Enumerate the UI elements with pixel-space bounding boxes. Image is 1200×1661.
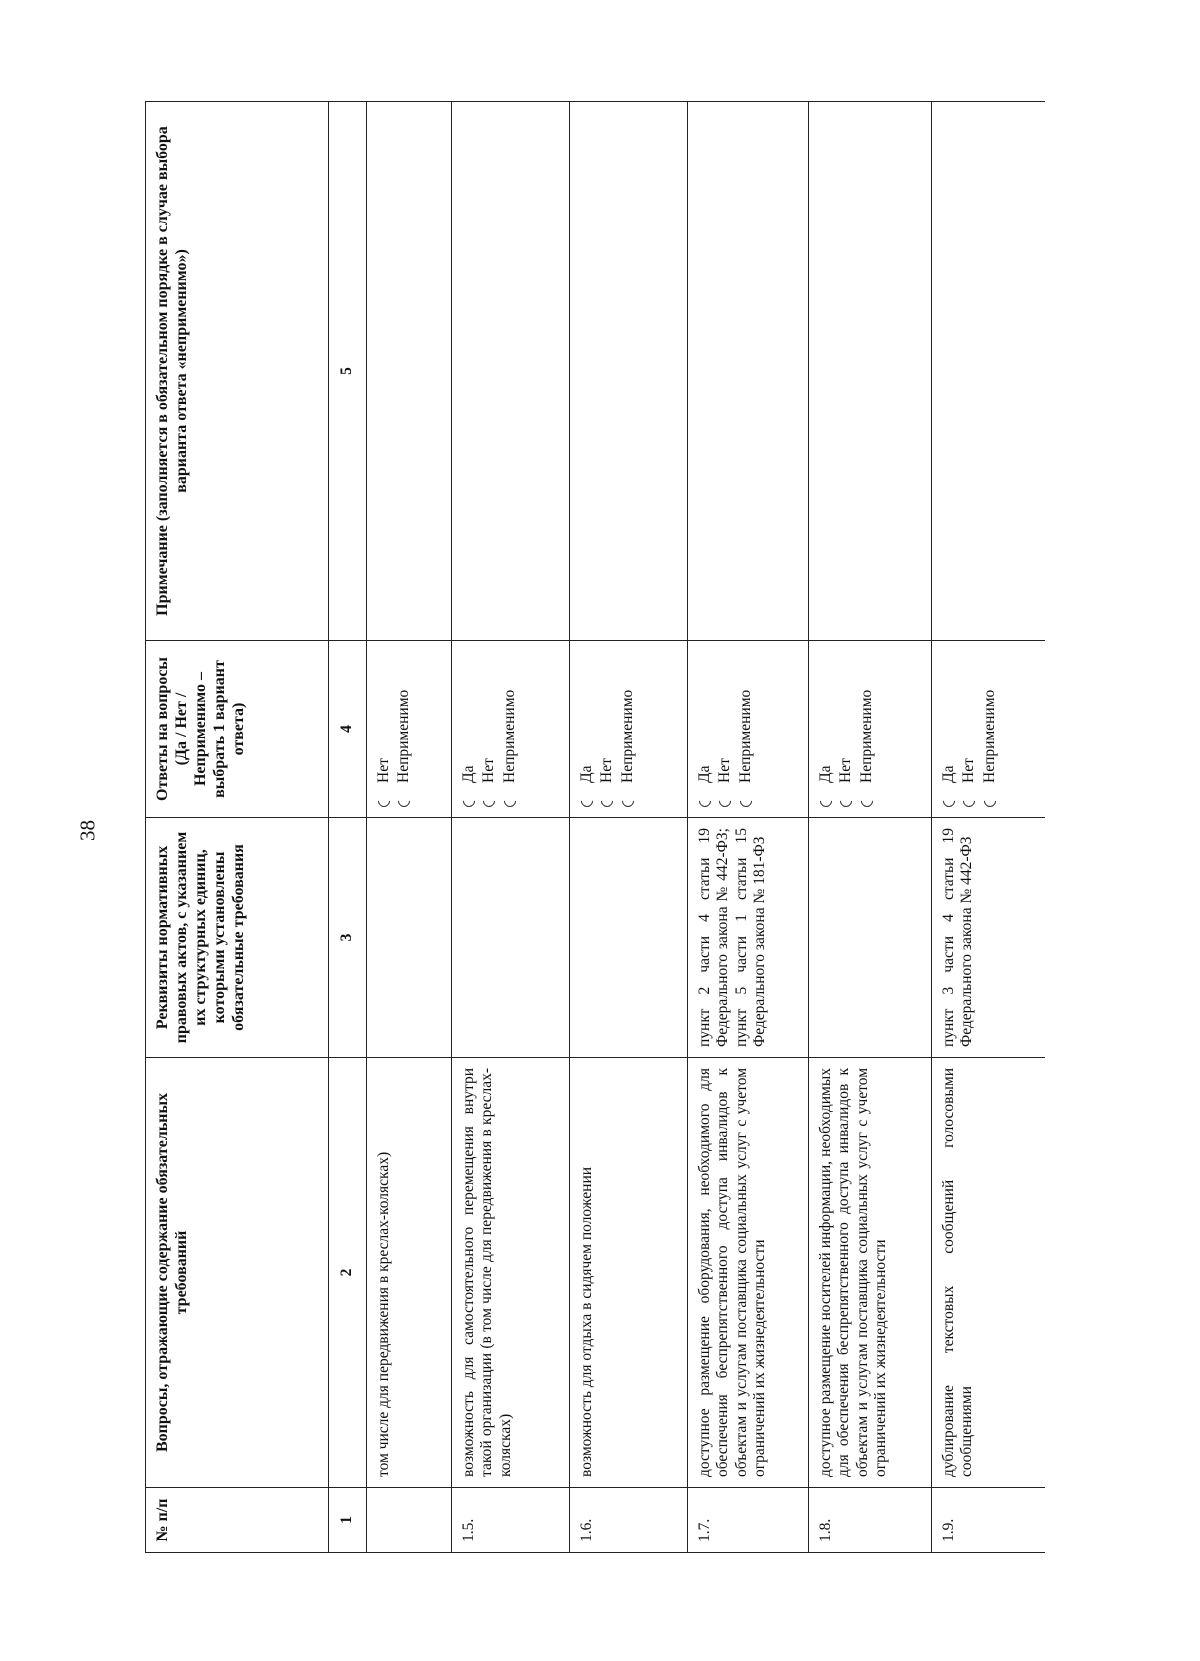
reference-text xyxy=(809,818,932,1058)
header-row xyxy=(146,102,329,1553)
answer-option[interactable] xyxy=(817,651,835,807)
radio-icon[interactable] xyxy=(858,793,875,810)
column-number-row xyxy=(329,102,367,1553)
radio-icon[interactable] xyxy=(599,793,616,810)
page-number: 38 xyxy=(75,820,100,841)
table-row xyxy=(452,102,570,1553)
header-question: Вопросы, отражающие содержание обязательных требований xyxy=(146,1058,329,1488)
header-answer: Ответы на вопросы (Да / Нет / Неприменимо – выбрать 1 вариант ответа) xyxy=(146,641,329,818)
row-number: 1.9. xyxy=(932,1488,1046,1553)
answer-option[interactable] xyxy=(737,651,755,807)
radio-icon[interactable] xyxy=(697,793,714,810)
row-number: 1.8. xyxy=(809,1488,932,1553)
question-text: дублирование текстовых сообщений голосовыми сообщениями xyxy=(932,1058,1046,1488)
row-number: 1.6. xyxy=(570,1488,688,1553)
answer-option[interactable] xyxy=(395,651,413,807)
radio-icon[interactable] xyxy=(481,793,498,810)
header-number: № п/п xyxy=(146,1488,329,1553)
answer-options xyxy=(809,641,932,818)
column-number: 1 xyxy=(329,1488,367,1553)
note-cell[interactable] xyxy=(932,102,1046,641)
answer-label: Нет xyxy=(375,758,392,783)
header-reference: Реквизиты нормативных правовых актов, с указанием их структурных единиц, которыми установлены обязательные требования xyxy=(146,818,329,1058)
note-cell[interactable] xyxy=(367,102,452,641)
answer-option[interactable] xyxy=(716,651,734,807)
radio-icon[interactable] xyxy=(619,793,636,810)
answer-label: Нет xyxy=(837,758,855,783)
table-row xyxy=(367,102,452,1553)
radio-icon[interactable] xyxy=(461,793,478,810)
header-note: Примечание (заполняется в обязательном порядке в случае выбора варианта ответа «неприменимо») xyxy=(146,102,329,641)
answer-label: Неприменимо xyxy=(500,689,518,783)
answer-option[interactable] xyxy=(940,651,958,807)
column-number: 4 xyxy=(329,641,367,818)
row-number: 1.5. xyxy=(452,1488,570,1553)
answer-label: Нет xyxy=(716,758,734,783)
question-text: возможность для самостоятельного перемещения внутри такой организации (в том числе для передвижения в креслах-колясках) xyxy=(452,1058,570,1488)
question-text: доступное размещение оборудования, необходимого для обеспечения беспрепятственного доступа инвалидов к объектам и услугам поставщика социальных услуг с учетом ограничений их жизнедеятельности xyxy=(688,1058,809,1488)
answer-option[interactable] xyxy=(375,651,393,807)
answer-option[interactable] xyxy=(480,651,498,807)
question-text: возможность для отдыха в сидячем положении xyxy=(570,1058,688,1488)
answer-label: Неприменимо xyxy=(618,689,636,783)
answer-label: Да xyxy=(578,765,595,783)
answer-label: Да xyxy=(696,765,713,783)
table-row xyxy=(570,102,688,1553)
answer-option[interactable] xyxy=(858,651,876,807)
answer-option[interactable] xyxy=(598,651,616,807)
page-body xyxy=(145,101,1045,1553)
answer-option[interactable] xyxy=(960,651,978,807)
radio-icon[interactable] xyxy=(981,793,998,810)
column-number: 3 xyxy=(329,818,367,1058)
answer-label: Да xyxy=(940,765,957,783)
answer-options xyxy=(932,641,1046,818)
radio-icon[interactable] xyxy=(961,793,978,810)
radio-icon[interactable] xyxy=(838,793,855,810)
radio-icon[interactable] xyxy=(737,793,754,810)
rotated-table-container xyxy=(145,101,1045,1553)
note-cell[interactable] xyxy=(688,102,809,641)
answer-label: Неприменимо xyxy=(980,689,998,783)
answer-options xyxy=(367,641,452,818)
table-row xyxy=(932,102,1046,1553)
column-number: 2 xyxy=(329,1058,367,1488)
answer-label: Неприменимо xyxy=(395,689,413,783)
reference-text: пункт 3 части 4 статьи 19 Федерального закона № 442-ФЗ xyxy=(932,818,1046,1058)
radio-icon[interactable] xyxy=(501,793,518,810)
answer-options xyxy=(570,641,688,818)
answer-label: Нет xyxy=(480,758,498,783)
column-number: 5 xyxy=(329,102,367,641)
note-cell[interactable] xyxy=(570,102,688,641)
answer-label: Да xyxy=(817,765,834,783)
radio-icon[interactable] xyxy=(941,793,958,810)
answer-option[interactable] xyxy=(696,651,714,807)
reference-text xyxy=(367,818,452,1058)
answer-label: Неприменимо xyxy=(736,689,754,783)
radio-icon[interactable] xyxy=(579,793,596,810)
row-number xyxy=(367,1488,452,1553)
radio-icon[interactable] xyxy=(717,793,734,810)
note-cell[interactable] xyxy=(809,102,932,641)
question-text: том числе для передвижения в креслах-колясках) xyxy=(367,1058,452,1488)
note-cell[interactable] xyxy=(452,102,570,641)
question-text: доступное размещение носителей информации, необходимых для обеспечения беспрепятственного доступа инвалидов к объектам и услугам поставщика социальных услуг с учетом ограничений их жизнедеятельности xyxy=(809,1058,932,1488)
radio-icon[interactable] xyxy=(396,793,413,810)
answer-options xyxy=(452,641,570,818)
table-row xyxy=(809,102,932,1553)
answer-option[interactable] xyxy=(578,651,596,807)
answer-option[interactable] xyxy=(619,651,637,807)
answer-option[interactable] xyxy=(981,651,999,807)
answer-label: Нет xyxy=(598,758,616,783)
requirements-table xyxy=(145,101,1045,1553)
answer-label: Неприменимо xyxy=(857,689,875,783)
answer-option[interactable] xyxy=(501,651,519,807)
reference-text xyxy=(570,818,688,1058)
reference-text: пункт 2 части 4 статьи 19 Федерального закона № 442-ФЗ; пункт 5 части 1 статьи 15 Федерального закона № 181-ФЗ xyxy=(688,818,809,1058)
table-row xyxy=(688,102,809,1553)
answer-label: Нет xyxy=(960,758,978,783)
radio-icon[interactable] xyxy=(376,793,393,810)
answer-option[interactable] xyxy=(460,651,478,807)
reference-text xyxy=(452,818,570,1058)
radio-icon[interactable] xyxy=(818,793,835,810)
answer-options xyxy=(688,641,809,818)
answer-label: Да xyxy=(460,765,477,783)
row-number: 1.7. xyxy=(688,1488,809,1553)
answer-option[interactable] xyxy=(837,651,855,807)
